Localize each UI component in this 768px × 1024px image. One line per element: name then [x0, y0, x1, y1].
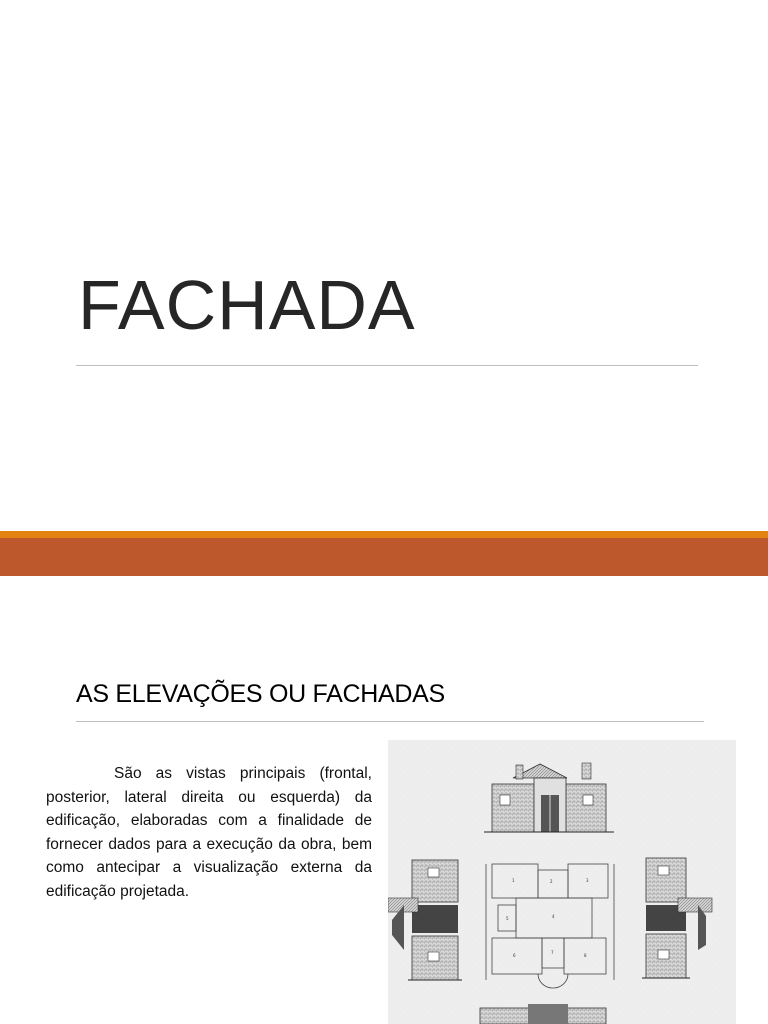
section-heading: AS ELEVAÇÕES OU FACHADAS [76, 680, 445, 708]
content-slide [0, 576, 768, 1024]
svg-text:2: 2 [550, 879, 553, 884]
accent-band-orange [0, 531, 768, 538]
title-divider [76, 365, 698, 366]
svg-text:1: 1 [512, 878, 515, 883]
svg-text:4: 4 [552, 914, 555, 919]
accent-band-rust [0, 538, 768, 576]
svg-text:7: 7 [551, 950, 554, 955]
svg-text:5: 5 [506, 916, 509, 921]
slide-title: FACHADA [78, 266, 416, 344]
svg-text:3: 3 [586, 878, 589, 883]
heading-divider [76, 721, 704, 722]
svg-text:6: 6 [513, 953, 516, 958]
house-elevations-drawing-icon [388, 740, 736, 1024]
body-paragraph: São as vistas principais (frontal, posterior, lateral direita ou esquerda) da edificação, elaboradas com a finalidade de fornecer dados para a execução da obra, bem como antecipar a visualização externa da edificação projetada. [46, 765, 372, 900]
svg-text:8: 8 [584, 953, 587, 958]
